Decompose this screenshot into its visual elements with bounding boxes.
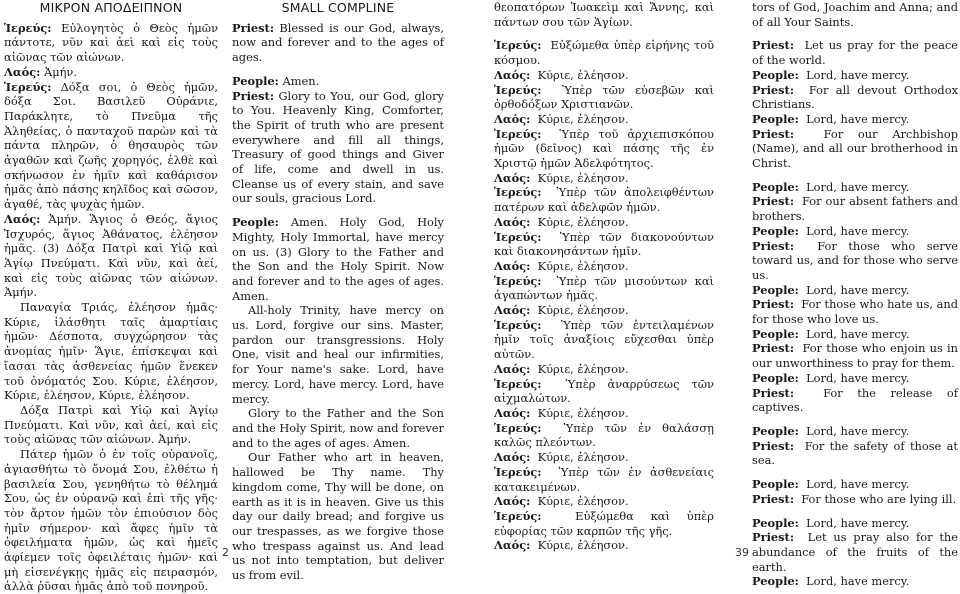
paragraph <box>4 80 218 212</box>
paragraph: Glory to the Father and the Son and the Holy Spirit, now and forever and to the ages of ages. Amen. <box>232 406 444 450</box>
litany-text: Ὑπὲρ τῶν ἐν ἀσθενείαις κατακειμένων. <box>494 464 715 494</box>
speaker-label: Ἱερεύς: <box>494 185 542 200</box>
speaker-label: Ἱερεύς: <box>494 82 542 97</box>
speaker-label: Λαός: <box>494 111 531 126</box>
litany-line <box>752 477 958 492</box>
litany-line <box>752 341 958 370</box>
paragraph <box>4 212 218 300</box>
litany-text: Ὑπὲρ τῶν ἀπολειφθέντων πατέρων καὶ ἀδελφῶν ἡμῶν. <box>494 185 714 215</box>
litany-text: Κύριε, ἐλέησον. <box>537 214 629 229</box>
litany-line <box>752 68 958 83</box>
speaker-label: Priest: <box>752 238 795 253</box>
litany-line <box>494 465 714 494</box>
litany-line <box>752 439 958 468</box>
paragraph <box>232 215 444 303</box>
english-column-right <box>752 0 958 589</box>
litany-line <box>494 450 714 465</box>
litany-text: Ὑπὲρ τῶν διακονούντων καὶ διακονησάντων ἡμῖν. <box>494 229 714 259</box>
litany-line <box>752 194 958 223</box>
litany-text: Κύριε, ἐλέησον. <box>537 258 629 273</box>
litany-text: Lord, have mercy. <box>806 111 910 126</box>
speaker-label: People: <box>232 215 279 230</box>
paragraph: Our Father who art in heaven, hallowed be Thy name. Thy kingdom come, Thy will be done, on earth as it is in heaven. Give us this day our daily bread; and forgive us our trespasses, as we forgive those who trespass against us. And lead us not into temptation, but deliver us from evil. <box>232 450 444 583</box>
litany-text: Ὑπὲρ τῶν ἐντειλαμένων ἡμῖν τοῖς ἀναξίοις εὔχεσθαι ὑπὲρ αὐτῶν. <box>494 317 714 362</box>
greek-column-right <box>494 0 714 553</box>
litany-text: Εὐξώμεθα καὶ ὑπὲρ εὐφορίας τῶν καρπῶν τῆς γῆς. <box>494 508 714 538</box>
litany-text: Lord, have mercy. <box>806 326 910 341</box>
speaker-label: People: <box>752 326 799 341</box>
speaker-label: Priest: <box>752 126 795 141</box>
speaker-label: Ἱερεύς: <box>494 508 542 523</box>
speaker-label: People: <box>752 574 799 589</box>
litany-line <box>752 424 958 439</box>
speaker-label: People: <box>752 515 799 530</box>
speaker-label: Priest: <box>752 297 795 312</box>
litany-text: Κύριε, ἐλέησον. <box>537 111 629 126</box>
litany-text: For those who hate us, and for those who love us. <box>752 297 958 327</box>
speaker-label: Ἱερεύς: <box>494 464 542 479</box>
speaker-label: Priest: <box>752 82 795 97</box>
litany-text: Κύριε, ἐλέησον. <box>537 361 629 376</box>
paragraph-text: Εὐλογητὸς ὁ Θεὸς ἡμῶν πάντοτε, νῦν καὶ ἀεὶ καὶ εἰς τοὺς αἰῶνας τῶν αἰώνων. <box>4 20 218 65</box>
speaker-label: People: <box>752 179 799 194</box>
litany-line <box>494 230 714 259</box>
speaker-label: Ἱερεύς: <box>494 229 542 244</box>
speaker-label: Λαός: <box>4 64 41 79</box>
litany-text: Κύριε, ἐλέησον. <box>537 170 629 185</box>
paragraph-text: Amen. Holy God, Holy Mighty, Holy Immortal, have mercy on us. (3) Glory to the Father and the Son and the Holy Spirit. Now and forever and to the ages of ages. Amen. <box>232 215 444 303</box>
litany-line <box>494 185 714 214</box>
speaker-label: Λαός: <box>494 538 531 553</box>
litany-text: Lord, have mercy. <box>806 574 910 589</box>
speaker-label: Priest: <box>752 385 795 400</box>
speaker-label: Ἱερεύς: <box>494 38 542 53</box>
speaker-label: Priest: <box>752 38 795 53</box>
litany-list <box>752 38 958 589</box>
paragraph <box>4 65 218 80</box>
litany-text: Εὐξώμεθα ὑπὲρ εἰρήνης τοῦ κόσμου. <box>494 38 714 68</box>
paragraph-text: Glory to You, our God, glory to You. Heavenly King, Comforter, the Spirit of truth who are present everywhere and fill all things, Treasury of good things and Giver of life, come and dwell in us. Cleanse us of every stain, and save our souls, gracious Lord. <box>232 88 444 206</box>
page-number-left: 2 <box>222 546 229 559</box>
speaker-label: Ἱερεύς: <box>494 126 542 141</box>
litany-line <box>752 239 958 283</box>
litany-line <box>752 38 958 67</box>
litany-line <box>494 362 714 377</box>
litany-line <box>494 538 714 553</box>
english-title: SMALL COMPLINE <box>281 0 395 15</box>
intro-text: θεοπατόρων Ἰωακεὶμ καὶ Ἄννης, καὶ πάντων σου τῶν Ἁγίων. <box>494 0 714 29</box>
litany-text: Lord, have mercy. <box>806 67 910 82</box>
litany-text: Ὑπὲρ ἀναρρύσεως τῶν αἰχμαλώτων. <box>494 376 714 406</box>
litany-text: Lord, have mercy. <box>806 282 910 297</box>
page-number-right: 39 <box>735 546 749 559</box>
litany-line <box>494 259 714 274</box>
speaker-label: People: <box>232 73 279 88</box>
litany-line <box>752 224 958 239</box>
speaker-label: Λαός: <box>494 170 531 185</box>
speaker-label: Priest: <box>752 194 795 209</box>
speaker-label: Priest: <box>752 438 795 453</box>
speaker-label: Λαός: <box>4 211 41 226</box>
litany-line <box>494 68 714 83</box>
speaker-label: Priest: <box>232 20 275 35</box>
speaker-label: Ἱερεύς: <box>494 273 542 288</box>
litany-line <box>752 574 958 589</box>
litany-line <box>752 492 958 507</box>
litany-line <box>494 421 714 450</box>
speaker-label: People: <box>752 223 799 238</box>
speaker-label: Priest: <box>752 530 795 545</box>
litany-line <box>752 83 958 112</box>
litany-text: Let us pray for the peace of the world. <box>752 38 959 68</box>
paragraph: All-holy Trinity, have mercy on us. Lord, forgive our sins. Master, pardon our transgressions. Holy One, visit and heal our infirmities, for Your name's sake. Lord, have mercy. Lord, have mercy. Lord, have mercy. <box>232 303 444 406</box>
litany-text: Lord, have mercy. <box>806 370 910 385</box>
litany-text: For our Archbishop (Name), and all our brotherhood in Christ. <box>752 126 958 171</box>
litany-text: Κύριε, ἐλέησον. <box>537 303 629 318</box>
litany-text: For the safety of those at sea. <box>752 438 958 468</box>
speaker-label: Ἱερεύς: <box>494 376 542 391</box>
litany-list <box>494 38 714 553</box>
greek-column-left <box>4 0 218 594</box>
litany-text: Ὑπὲρ τοῦ ἀρχιεπισκόπου ἡμῶν (δεῖνος) καὶ πάσης τῆς ἐν Χριστῷ ἡμῶν Ἀδελφότητος. <box>494 126 714 171</box>
litany-line <box>752 371 958 386</box>
litany-line <box>752 297 958 326</box>
speaker-label: People: <box>752 370 799 385</box>
paragraph-text: Blessed is our God, always, now and forever and to the ages of ages. <box>232 20 444 65</box>
litany-line <box>752 127 958 171</box>
litany-line <box>494 127 714 171</box>
litany-line <box>494 318 714 362</box>
litany-text: Let us pray also for the abundance of the fruits of the earth. <box>752 530 958 574</box>
speaker-label: People: <box>752 477 799 492</box>
speaker-label: Ἱερεύς: <box>494 420 542 435</box>
speaker-label: Ἱερεύς: <box>494 317 542 332</box>
litany-text: For those who serve toward us, and for those who serve us. <box>752 238 958 282</box>
speaker-label: Ἱερεύς: <box>4 79 52 94</box>
litany-line <box>494 112 714 127</box>
speaker-label: Λαός: <box>494 450 531 465</box>
paragraph <box>232 89 444 207</box>
speaker-label: Λαός: <box>494 494 531 509</box>
litany-text: Κύριε, ἐλέησον. <box>537 538 629 553</box>
speaker-label: People: <box>752 111 799 126</box>
litany-line <box>494 377 714 406</box>
litany-text: For the release of captives. <box>752 385 959 415</box>
litany-text: For our absent fathers and brothers. <box>752 194 958 224</box>
speaker-label: Λαός: <box>494 361 531 376</box>
litany-line <box>494 171 714 186</box>
paragraph: Παναγία Τριάς, ἐλέησον ἡμᾶς· Κύριε, ἱλάσθητι ταῖς ἁμαρτίαις ἡμῶν· Δέσποτα, συγχώρησον τὰς ἀνομίας ἡμῖν· Ἅγιε, ἐπίσκεψαι καὶ ἴασαι τὰς ἀσθενείας ἡμῶν ἕνεκεν τοῦ ὀνόματός Σου. Κύριε, ἐλέησον, Κύριε, ἐλέησον, Κύριε, ἐλέησον. <box>4 300 218 403</box>
litany-line <box>494 406 714 421</box>
speaker-label: Ἱερεύς: <box>4 20 52 35</box>
litany-text: Κύριε, ἐλέησον. <box>537 67 629 82</box>
speaker-label: Λαός: <box>494 214 531 229</box>
litany-text: Ὑπὲρ τῶν εὐσεβῶν καὶ ὀρθοδόξων Χριστιανῶν. <box>494 82 714 112</box>
litany-text: Lord, have mercy. <box>806 223 910 238</box>
greek-title: ΜΙΚΡΟΝ ΑΠΟΔΕΙΠΝΟΝ <box>39 0 183 15</box>
speaker-label: People: <box>752 67 799 82</box>
litany-line <box>494 38 714 67</box>
litany-line <box>494 274 714 303</box>
paragraph-text: Ἀμήν. Ἅγιος ὁ Θεός, ἅγιος Ἰσχυρός, ἅγιος Ἀθάνατος, ἐλέησον ἡμᾶς. (3) Δόξα Πατρὶ καὶ Υἱῷ καὶ Ἁγίῳ Πνεύματι. Καὶ νῦν, καὶ ἀεί, καὶ εἰς τοὺς αἰῶνας τῶν αἰώνων. Ἀμήν. <box>4 211 218 300</box>
paragraph-text: Ἀμήν. <box>43 64 77 79</box>
litany-text: Lord, have mercy. <box>806 477 910 492</box>
litany-line <box>494 83 714 112</box>
paragraph-text: Δόξα σοι, ὁ Θεὸς ἡμῶν, δόξα Σοι. Βασιλεῦ Οὐράνιε, Παράκλητε, τὸ Πνεῦμα τῆς Ἀληθείας, ὁ πανταχοῦ παρὼν καὶ τὰ πάντα πληρῶν, ὁ θησαυρὸς τῶν ἀγαθῶν καὶ ζωῆς χορηγός, ἐλθὲ καὶ σκήνωσον ἐν ἡμῖν καὶ καθάρισον ἡμᾶς ἀπὸ πάσης κηλῖδος καὶ σῶσον, ἀγαθέ, τὰς ψυχὰς ἡμῶν. <box>4 79 219 212</box>
litany-line <box>752 180 958 195</box>
litany-text: Lord, have mercy. <box>806 515 910 530</box>
paragraph <box>232 21 444 65</box>
speaker-label: Priest: <box>752 491 795 506</box>
litany-line <box>494 215 714 230</box>
litany-line <box>494 303 714 318</box>
litany-text: Κύριε, ἐλέησον. <box>537 405 629 420</box>
litany-line <box>494 494 714 509</box>
litany-text: Κύριε, ἐλέησον. <box>537 450 629 465</box>
litany-text: Ὑπὲρ τῶν ἐν θαλάσσῃ καλῶς πλεόντων. <box>494 420 715 450</box>
english-column-left <box>232 0 444 583</box>
litany-line <box>752 386 958 415</box>
speaker-label: People: <box>752 423 799 438</box>
speaker-label: Λαός: <box>494 258 531 273</box>
litany-line <box>752 283 958 298</box>
litany-line <box>752 327 958 342</box>
litany-line <box>494 509 714 538</box>
speaker-label: Λαός: <box>494 303 531 318</box>
speaker-label: Priest: <box>752 341 795 356</box>
speaker-label: Λαός: <box>494 405 531 420</box>
litany-text: For all devout Orthodox Christians. <box>752 82 958 112</box>
speaker-label: Λαός: <box>494 67 531 82</box>
speaker-label: People: <box>752 282 799 297</box>
litany-line <box>752 530 958 574</box>
litany-line <box>752 112 958 127</box>
paragraph: Δόξα Πατρὶ καὶ Υἱῷ καὶ Ἁγίῳ Πνεύματι. Καὶ νῦν, καὶ ἀεί, καὶ εἰς τοὺς αἰῶνας τῶν αἰώνων. Ἀμήν. <box>4 402 218 447</box>
litany-text: For those who are lying ill. <box>801 491 957 506</box>
paragraph: Πάτερ ἡμῶν ὁ ἐν τοῖς οὐρανοῖς, ἁγιασθήτω τὸ ὄνομά Σου, ἐλθέτω ἡ βασιλεία Σου, γενηθήτω τὸ θέλημά Σου, ὡς ἐν οὐρανῷ καὶ ἐπὶ τῆς γῆς· τὸν ἄρτον ἡμῶν τὸν ἐπιούσιον δὸς ἡμῖν σήμερον· καὶ ἄφες ἡμῖν τὰ ὀφειλήματα ἡμῶν, ὡς καὶ ἡμεῖς ἀφίεμεν τοῖς ὀφειλέταις ἡμῶν· καὶ μὴ εἰσενέγκῃς ἡμᾶς εἰς πειρασμόν, ἀλλὰ ῥῦσαι ἡμᾶς ἀπὸ τοῦ πονηροῦ. <box>4 447 218 594</box>
litany-text: Κύριε, ἐλέησον. <box>537 494 629 509</box>
litany-text: Lord, have mercy. <box>806 423 910 438</box>
litany-text: Lord, have mercy. <box>806 179 910 194</box>
paragraph <box>4 21 218 65</box>
litany-text: For those who enjoin us in our unworthiness to pray for them. <box>752 341 958 371</box>
paragraph <box>232 74 444 89</box>
speaker-label: Priest: <box>232 88 275 103</box>
litany-line <box>752 516 958 531</box>
paragraph-text: Amen. <box>282 73 320 88</box>
intro-text: tors of God, Joachim and Anna; and of all Your Saints. <box>752 0 958 29</box>
litany-text: Ὑπὲρ τῶν μισούντων καὶ ἀγαπώντων ἡμᾶς. <box>494 273 714 303</box>
